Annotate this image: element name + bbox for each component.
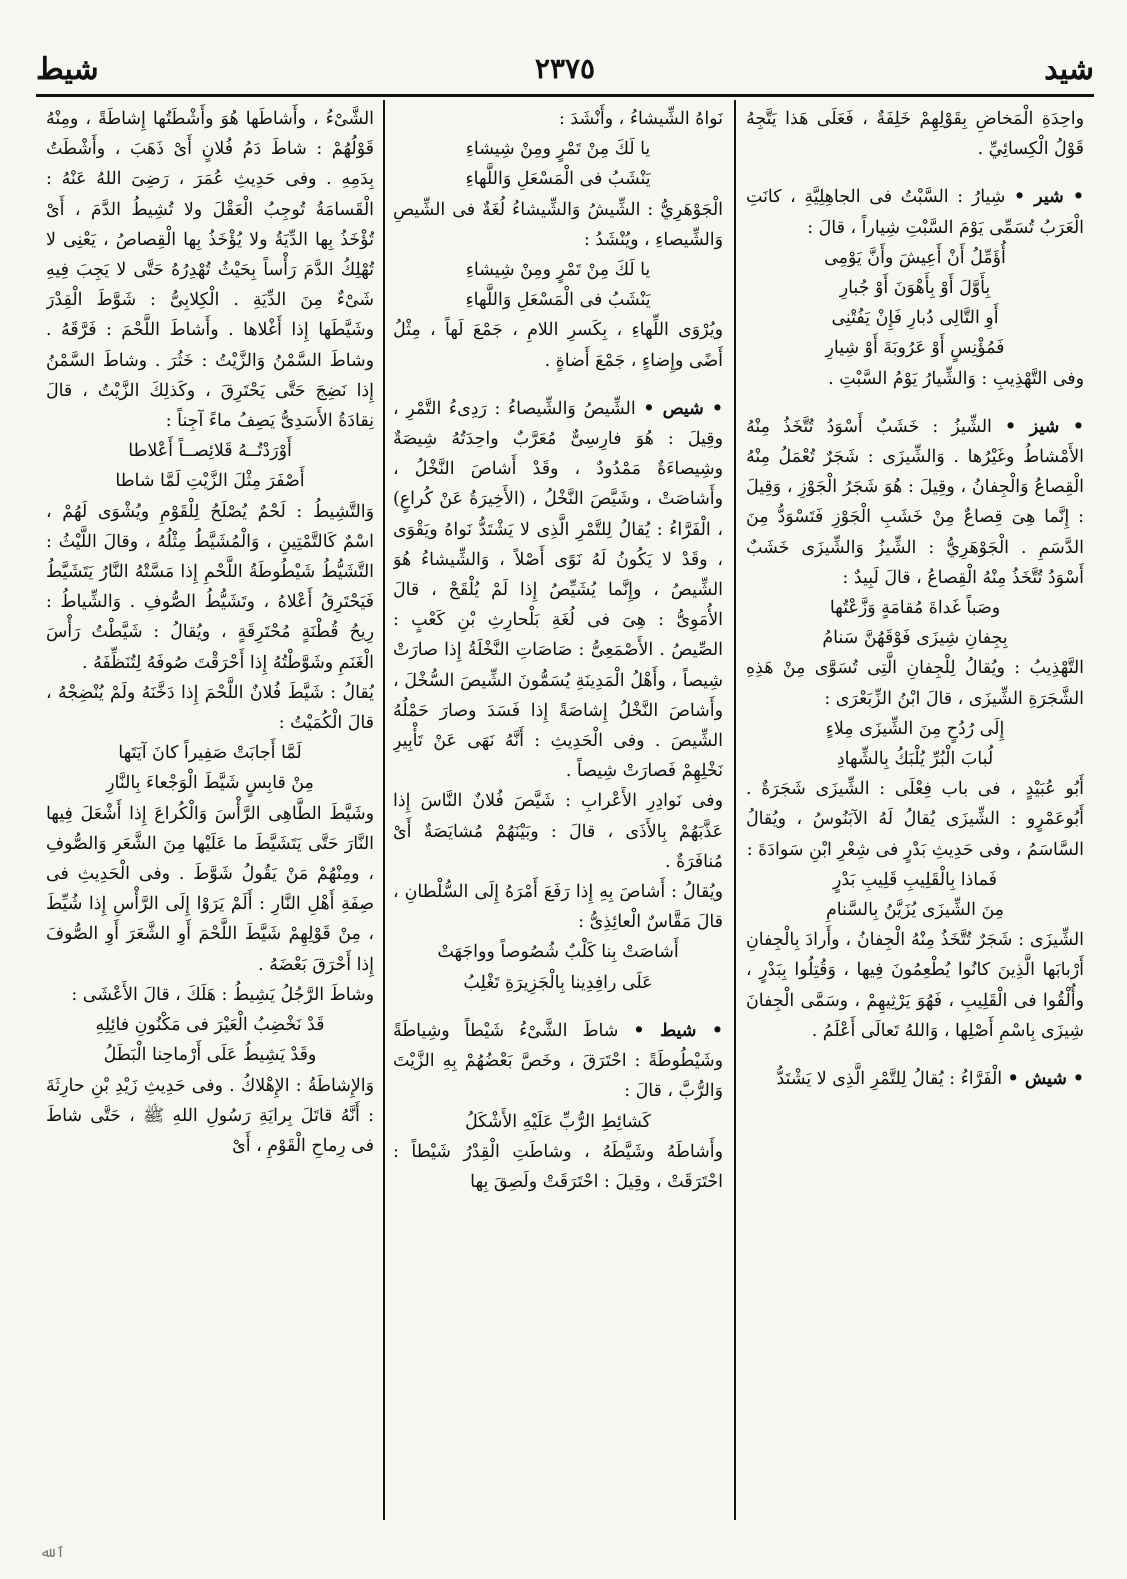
verse-line: فَمُؤْنِسٍ أَوْ عَرُوبَةَ أَوْ شِيارِ xyxy=(825,338,1005,359)
text-paragraph: وشَيَّطَ الطَّاهِى الرَّأْسَ وَالْكُراعَ إِذا أَشْعَلَ فِيها النَّارَ حَتَّى يَتَشَيَّطَ ما عَلَيْها مِنَ الشَّعَرِ وَالصُّوفِ ، ومِنْهُمْ مَنْ يَقُولُ شَوَّطَ . وفى الْحَدِيثِ فى صِفَةِ أَهْلِ النَّارِ : أَلَمْ يَرَوْا إِلَى الرَّأْسِ إِذا شُيِّطَ ، مِنْ قَوْلِهِمْ شَيَّطَ اللَّحْمَ أَوِ الشَّعَرَ أَوِ الصُّوفَ إِذا أَحْرَقَ بَعْضَهُ . xyxy=(46,803,374,975)
verse-line: فَماذا بِالْقَلِيبِ قَلِيبِ بَدْرٍ xyxy=(833,869,997,890)
entry-gap xyxy=(746,394,1084,412)
text-paragraph: أَبُو عُبَيْدٍ ، فى باب فِعْلَى : الشِّيزَى شَجَرَةٌ . أَبُوعَمْرٍو : الشِّيزَى يُقالُ لَهُ الآبَنُوسُ ، ويُقالُ السَّاسَمُ ، وفى حَدِيثِ بَدْرٍ فى شِعْرِ ابْنِ سَوادَةَ : xyxy=(746,779,1084,860)
column-separator xyxy=(383,100,385,1520)
text-paragraph: ويُقالُ : أَشاصَ بِهِ إِذا رَفَعَ أَمْرَهُ إِلَى السُّلْطانِ ، قالَ مَقَّاسٌ الْعائِذِىُّ : xyxy=(393,882,723,933)
text-paragraph: واحِدَةِ الْمَخاضِ بِقَوْلِهِمْ خَلِفَةٌ ، فَعَلَى هَذا يَتَّجِهُ قَوْلُ الْكِسائِيِّ . xyxy=(746,109,1084,160)
text-paragraph: ويُرْوَى اللِّهاءِ ، بِكَسرِ اللامِ ، جَمْعَ لَهاً ، مِثْلُ أَضًى وإِضاءٍ ، جَمْعَ أَضاةٍ . xyxy=(393,320,723,371)
text-paragraph: نَواهُ الشِّيشاءُ ، وأَنْشَدَ : xyxy=(559,109,723,129)
verse-line: يا لَكَ مِنْ تَمْرٍ ومِنْ شِيشاءِ xyxy=(465,260,651,281)
page-header xyxy=(36,52,1094,96)
verse-line: لُبابَ الْبُرِّ يُلْبَكُ بِالشِّهادِ xyxy=(836,749,994,770)
verse-line: إِلَى رُدُحٍ مِنَ الشِّيزَى مِلاءٍ xyxy=(825,718,1005,739)
header-rule xyxy=(36,94,1094,97)
column-middle xyxy=(393,104,723,1544)
verse-line: أَوِ التَّالِى دُبارِ فَإِنْ يَفُتْنِى xyxy=(831,308,999,329)
dictionary-entry xyxy=(746,1064,1084,1094)
entry-headword: • شيص • xyxy=(643,398,723,419)
text-paragraph: الشَّىْءُ ، وأَشاطَها هُوَ وأَشْطَتُها إِشاطَةً ، ومِنْهُ قَوْلُهُمْ : شاطَ دَمُ فُلانٍ أَىْ ذَهَبَ ، وأَشْطَتُ بِدَمِهِ . وفى حَدِيثِ عُمَرَ ، رَضِىَ اللهُ عَنْهُ : الْقَسامَةُ تُوجِبُ الْعَقْلَ ولا تُشِيطُ الدَّمَ ، أَىْ تُؤْخَذُ بِها الدِّيَةُ ولا يُؤْخَذُ بِها الْقِصاصُ ، يَعْنِى لا تُهْلِكُ الدَّمَ رَأْساً بِحَيْثُ تُهْدِرُهُ حَتَّى لا يَجِبَ فِيهِ شَىْءٌ مِنَ الدِّيَةِ . الْكِلابِىُّ : شَوَّطَ الْقِدْرَ وشَيَّطَها إِذا أَغْلاها . وأَشاطَ اللَّحْمَ : فَرَّقَهُ . وشاطَ السَّمْنُ وَالزَّيْتُ : خَثُرَ . وشاطَ السَّمْنُ إِذا نَضِجَ حَتَّى يَحْتَرِقَ ، وكَذلِكَ الزَّيْتُ ، قالَ نِقادَةُ الأَسَدِىُّ يَصِفُ ماءً آجِناً : xyxy=(46,109,374,432)
entry-gap xyxy=(393,998,723,1016)
entry-headword: • شيط • xyxy=(633,1020,723,1041)
entry-text: الشِّيزُ : خَشَبٌ أَسْوَدُ تُتَّخَذُ مِنْهُ الأَمْشاطُ وغَيْرُها . وَالشِّيزَى : شَجَرٌ تُعْمَلُ مِنْهُ الْقِصاعُ وَالْجِفانُ ، وقِيلَ : هُوَ شَجَرُ الْجَوْزِ ، وَقِيلَ : إِنَّما هِىَ قِصاعٌ مِنْ خَشَبِ الْجَوْزِ فَتَسْوَدُّ مِنَ الدَّسَمِ . الْجَوْهَرِيُّ : الشِّيزُ وَالشِّيزَى خَشَبٌ أَسْوَدُ تُتَّخَذُ مِنْهُ الْقِصاعُ ، قالَ لَبِيدٌ : xyxy=(746,416,1084,588)
entry-headword: • شيش • xyxy=(1007,1069,1084,1090)
verse-line: كَشائِطِ الرُّبِّ عَلَيْهِ الأَشْكَلُ xyxy=(465,1111,651,1132)
margin-stamp: ٱلله xyxy=(40,1545,65,1561)
verse-line: أَصْفَرَ مِثْلَ الزَّيْتِ لَمَّا شاطا xyxy=(115,471,305,492)
verse-line: قَدْ نَخْضِبُ الْعَيْرَ فى مَكْنُونِ فائِلِهِ xyxy=(95,1015,325,1036)
entry-gap xyxy=(393,376,723,394)
verse-line: لَمَّا أَجابَتْ صَفِيراً كانَ آيَتَها xyxy=(118,743,302,764)
text-paragraph: الشِّيزَى : شَجَرٌ تُتَّخَذُ مِنْهُ الْجِفانُ ، وأَرادَ بِالْجِفانِ أَرْبابَها الَّذِينَ كانُوا يُطْعِمُونَ فِيها ، وَقُتِلُوا بِبَدْرٍ ، وأُلْقُوا فى الْقَلِيبِ ، فَهُوَ يَرْثِيهِمْ ، وسَمَّى الْجِفانَ شِيزَى بِاسْمِ أَصْلِها ، وَاللهُ تَعالَى أَعْلَمُ . xyxy=(746,930,1084,1041)
entry-text: شاطَ الشَّىْءُ شَيْطاً وشِياطَةً وشَيْطُوطَةً : احْتَرَقَ ، وخَصَّ بَعْضُهُمْ بِهِ الزَّيْتَ وَالرُّبَّ ، قالَ : xyxy=(393,1020,723,1102)
verse-line: مِنْ قابِسٍ شَيَّطَ الْوَجْعاءَ بِالنَّارِ xyxy=(106,773,314,794)
text-paragraph: وفى التَّهْذِيبِ : وَالشِّيارُ يَوْمُ السَّبْتِ . xyxy=(828,368,1084,389)
dictionary-entry xyxy=(393,1016,723,1107)
dictionary-entry xyxy=(746,182,1084,242)
entry-gap xyxy=(746,164,1084,182)
text-paragraph: الْجَوْهَرِيُّ : الشِّيشُ وَالشِّيشاءُ لُغَةٌ فى الشِّيصِ وَالشِّيصاءِ ، ويُنْشَدُ : xyxy=(393,199,723,250)
text-paragraph: وَالإِشاطَةُ : الإِهْلاكُ . وفى حَدِيثِ زَيْدِ بْنِ حارِثَةَ : أَنَّهُ قاتَلَ بِرايَةِ رَسُولِ اللهِ ﷺ ، حَتَّى شاطَ فى رِماحِ الْقَوْمِ ، أَىْ xyxy=(46,1075,374,1156)
text-paragraph: وشاطَ الرَّجُلُ يَشِيطُ : هَلَكَ ، قالَ الأَعْشَى : xyxy=(71,984,374,1005)
dictionary-entry xyxy=(746,412,1084,593)
column-left xyxy=(46,104,374,1544)
verse-line: وصَباً غَداةَ مُقامَةٍ وَزَّعْتُها xyxy=(829,598,1001,619)
text-paragraph: التَّهْذِيبُ : ويُقالُ لِلْجِفانِ الَّتِى تُسَوَّى مِنْ هَذِهِ الشَّجَرَةِ الشِّيزَى ، قالَ ابْنُ الزِّبَعْرَى : xyxy=(746,658,1084,709)
column-separator xyxy=(734,100,736,1520)
verse-line: أُؤَمِّلُ أَنْ أَعِيشَ وأَنَّ يَوْمِى xyxy=(824,247,1006,268)
entry-text: الشِّيصُ وَالشِّيصاءُ : رَدِىءُ التَّمْرِ ، وقِيلَ : هُوَ فارِسِىٌّ مُعَرَّبٌ واحِدَتُهُ شِيصَةٌ وشِيصاءَةٌ مَمْدُودٌ ، وقَدْ أَشاصَ النَّخْلُ ، وأَشاصَتْ ، وشَيَّصَ النَّخْلُ ، (الأَخِيرَةُ عَنْ كُراعٍ) ، الْفَرَّاءُ : يُقالُ لِلتَّمْرِ الَّذِى لا يَشْتَدُّ نَواهُ ويَقْوَى ، وقَدْ لا يَكُونُ لَهُ نَوًى أَصْلاً ، وَالشِّيشاءُ هُوَ الشِّيصُ ، وإِنَّما يُشَيِّصُ إِذا لَمْ يُلْقَحْ ، قالَ الأُمَوِىُّ : هِىَ فى لُغَةِ بَلْحارِثِ بْنِ كَعْبٍ : الصِّيصُ . الأَصْمَعِىُّ : صَاصَاتِ النَّخْلَةُ إِذا صارَتْ شِيصاً ، وأَهْلُ الْمَدِينَةِ يُسَمُّونَ الشِّيصَ السُّخْلَ ، وأَشاصَ النَّخْلُ إِشاصَةً إِذا فَسَدَ وصارَ حَمْلُهُ الشِّيصَ . وفى الْحَدِيثِ : أَنَّهُ نَهَى عَنْ تَأْبِيرِ نَخْلِهِمْ فَصارَتْ شِيصاً . xyxy=(393,398,723,782)
verse-line: يا لَكَ مِنْ تَمْرٍ ومِنْ شِيشاءِ xyxy=(465,139,651,160)
verse-line: بِجِفانِ شِيزَى فَوْقَهُنَّ سَنامُ xyxy=(822,628,1008,649)
dictionary-entry xyxy=(393,394,723,787)
header-first-word: شيد xyxy=(1044,52,1094,87)
verse-line: بِأَوَّلَ أَوْ بِأَهْوَنَ أَوْ جُبارِ xyxy=(839,278,991,299)
verse-line: يَنْشَبُ فى الْمَسْعَلِ وَاللَّهاءِ xyxy=(465,290,651,311)
verse-line: مِنَ الشِّيزَى يُزَيَّنُ بِالسَّنامِ xyxy=(825,900,1005,921)
verse-line: يَنْشَبُ فى الْمَسْعَلِ وَاللَّهاءِ xyxy=(465,169,651,190)
text-paragraph: وأَشاطَهُ وشَيَّطَهُ ، وشاطَتِ الْقِدْرُ شَيْطاً : احْتَرَقَتْ ، وقِيلَ : احْتَرَقَتْ ولَصِقَ بِها xyxy=(393,1141,723,1192)
entry-gap xyxy=(746,1046,1084,1064)
verse-line: أَوْرَدْتُــهُ قَلائِصــاً أَعْلاطا xyxy=(128,441,292,462)
entry-headword: • شيز • xyxy=(1005,416,1084,437)
entry-text: الْفَرَّاءُ : يُقالُ لِلتَّمْرِ الَّذِى لا يَشْتَدُّ xyxy=(776,1069,1003,1090)
text-paragraph: وفى نَوادِرِ الأَعْرابِ : شَيَّصَ فُلانٌ النَّاسَ إِذا عَذَّبَهُمْ بِالأَذَى ، قالَ : وبَيْنَهُمْ مُشايَصَةٌ أَىْ مُنافَرَةٌ . xyxy=(393,791,723,872)
header-last-word: شيط xyxy=(36,52,99,87)
entry-headword: • شير • xyxy=(1013,187,1084,208)
verse-line: أَشاصَتْ بِنا كَلْبٌ شُصُوصاً وواجَهَتْ xyxy=(437,942,679,963)
page-number: ٢٣٧٥ xyxy=(534,52,596,85)
text-paragraph: وَالتَّشِيطُ : لَحْمٌ يُصْلَحُ لِلْقَوْمِ ويُشْوَى لَهُمْ ، اسْمٌ كَالتَّمْتِينِ ، وَالْمُشَيَّطُ مِثْلُهُ ، وقالَ اللَّيْثُ : التَّشَيُّطُ شَيْطُوطَةُ اللَّحْمِ إِذا مَسَّتْهُ النَّارُ يَتَشَيَّطُ فَيَحْتَرِقُ أَعْلاهُ ، وتَشَيُّطُ الصُّوفِ . وَالشِّياطُ : رِيحُ قُطْنَةٍ مُحْتَرِقَةٍ ، ويُقالُ : شَيَّطْتُ رَأْسَ الْغَنَمِ وشَوَّطْتُهُ إِذا أَحْرَقْتَ صُوفَهُ لِتُنَظِّفَهُ . xyxy=(46,501,374,673)
entry-text: شِيارُ : السَّبْتُ فى الجاهِلِيَّةِ ، كانَتِ الْعَرَبُ تُسَمِّى يَوْمَ السَّبْتِ شِياراً ، قالَ : xyxy=(746,187,1084,238)
column-right xyxy=(746,104,1084,1544)
text-paragraph: يُقالُ : شَيَّطَ فُلانٌ اللَّحْمَ إِذا دَخَّنَهُ ولَمْ يُنْضِجْهُ ، قالَ الْكُمَيْتُ : xyxy=(46,682,374,734)
verse-line: وقَدْ يَشِيطُ عَلَى أَرْماحِنا الْبَطَلُ xyxy=(103,1045,317,1066)
verse-line: عَلَى رافِدِينا بِالْجَزِيرَةِ تَغْلِبُ xyxy=(463,972,653,993)
